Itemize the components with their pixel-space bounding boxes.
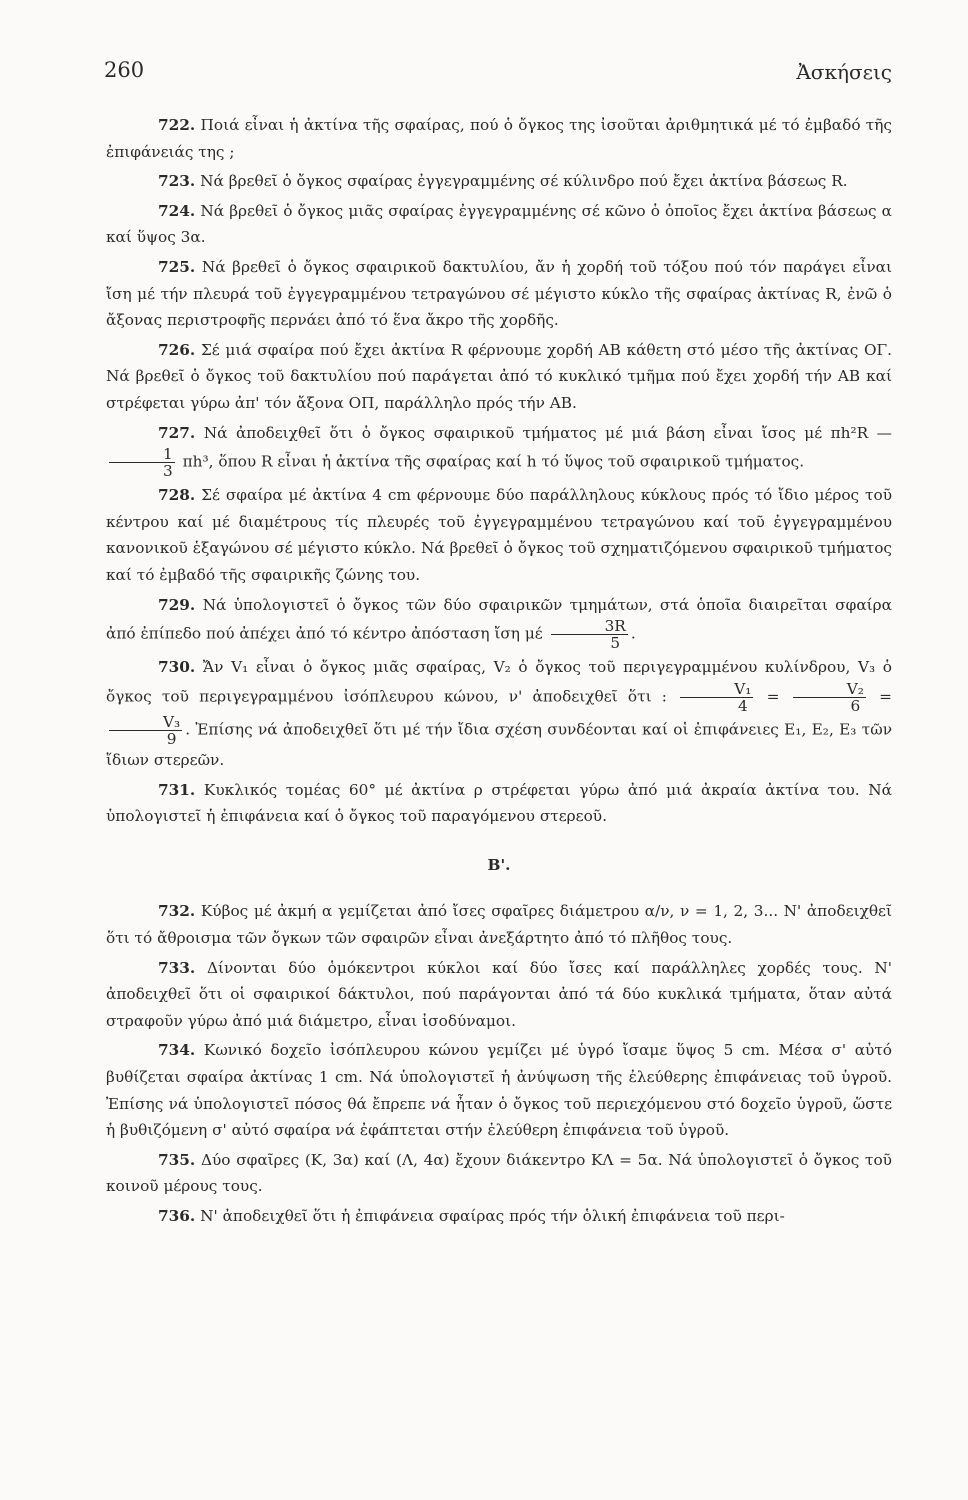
exercise-text: Σέ σφαίρα μέ ἀκτίνα 4 cm φέρνουμε δύο παράλληλους κύκλους πρός τό ἴδιο μέρος τοῦ κέντρου καί μέ διαμέτρους τίς πλευρές τοῦ ἐγγεγραμμένου τετραγώνου καί τοῦ ἐγγεγραμμένου κανονικοῦ ἑξαγώνου σέ μέγιστο κύκλο. Νά βρεθεῖ ὁ ὄγκος τοῦ σχηματιζόμενου σφαιρικοῦ τμήματος καί τό ἐμβαδό τῆς σφαιρικῆς ζώνης του.	[106, 486, 892, 584]
fraction-v2-over-6	[793, 681, 866, 714]
exercise-number: 734.	[158, 1041, 196, 1060]
fraction-one-third	[109, 446, 175, 479]
exercise-727	[106, 420, 892, 480]
exercise-text: Νά βρεθεῖ ὁ ὄγκος μιᾶς σφαίρας ἐγγεγραμμένης σέ κῶνο ὁ ὁποῖος ἔχει ἀκτίνα βάσεως α καί ὕψος 3α.	[106, 201, 892, 247]
exercise-number: 731.	[158, 780, 196, 799]
exercise-number: 725.	[158, 257, 196, 276]
exercise-723	[106, 168, 892, 195]
sentence-end: .	[630, 624, 636, 643]
exercise-722	[106, 112, 892, 165]
exercise-number: 724.	[158, 201, 196, 220]
exercise-text: Νά βρεθεῖ ὁ ὄγκος σφαιρικοῦ δακτυλίου, ἄν ἡ χορδή τοῦ τόξου πού τόν παράγει εἶναι ἴση μέ τήν πλευρά τοῦ ἐγγεγραμμένου τετραγώνου σέ μέγιστο κύκλο τῆς σφαίρας ἀκτίνας R, ἐνῶ ὁ ἄξονας περιστροφῆς περνάει ἀπό τό ἕνα ἄκρο τῆς χορδῆς.	[106, 257, 892, 330]
exercise-text: Κύβος μέ ἀκμή α γεμίζεται ἀπό ἴσες σφαῖρες διάμετρου α/ν, ν = 1, 2, 3... Ν' ἀποδειχθεῖ ὅτι τό ἄθροισμα τῶν ὄγκων τῶν σφαιρῶν εἶναι ἀνεξάρτητο ἀπό τό πλῆθος τους.	[106, 902, 892, 948]
exercise-734	[106, 1037, 892, 1143]
running-title: Ἀσκήσεις	[796, 60, 892, 84]
exercise-text: Νά βρεθεῖ ὁ ὄγκος σφαίρας ἐγγεγραμμένης σέ κύλινδρο πού ἔχει ἀκτίνα βάσεως R.	[200, 172, 848, 191]
exercise-number: 730.	[158, 658, 196, 677]
exercise-730	[106, 654, 892, 773]
exercise-text-continued: . Ἐπίσης νά ἀποδειχθεῖ ὅτι μέ τήν ἴδια σχέση συνδέονται καί οἱ ἐπιφάνειες Ε₁, Ε₂, Ε₃ τῶν ἴδιων στερεῶν.	[106, 720, 892, 770]
equals-sign: =	[766, 687, 780, 706]
exercise-735	[106, 1147, 892, 1200]
exercise-number: 735.	[158, 1150, 196, 1169]
exercise-text: Νά ὑπολογιστεῖ ὁ ὄγκος τῶν δύο σφαιρικῶν τμημάτων, στά ὁποῖα διαιρεῖται σφαίρα ἀπό ἐπίπεδο πού ἀπέχει ἀπό τό κέντρο ἀπόσταση ἴση μέ	[106, 595, 892, 643]
fraction-numerator: 1	[109, 446, 175, 463]
page-number: 260	[104, 58, 145, 82]
formula-part-b: πh³,	[182, 452, 214, 471]
exercise-number: 722.	[158, 116, 196, 134]
exercise-text: Κυκλικός τομέας 60° μέ ἀκτίνα ρ στρέφεται γύρω ἀπό μιά ἀκραία ἀκτίνα του. Νά ὑπολογιστεῖ ἡ ἐπιφάνεια καί ὁ ὄγκος τοῦ παραγόμενου στερεοῦ.	[106, 780, 892, 826]
page-header	[100, 58, 892, 88]
exercise-number: 726.	[158, 340, 196, 359]
fraction-numerator: V₃	[109, 714, 182, 731]
exercise-text: Δίνονται δύο ὁμόκεντροι κύκλοι καί δύο ἴσες καί παράλληλες χορδές τους. Ν' ἀποδειχθεῖ ὅτι οἱ σφαιρικοί δάκτυλοι, πού παράγονται ἀπό τά δύο κυκλικά τμήματα, ὅταν αὐτά στραφοῦν γύρω ἀπό μιά διάμετρο, εἶναι ἰσοδύναμοι.	[106, 958, 892, 1030]
formula-part-a: πh²R —	[830, 423, 892, 442]
fraction-v3-over-9	[109, 714, 182, 747]
fraction-denominator: 5	[610, 634, 621, 653]
exercise-text: Ἄν V₁ εἶναι ὁ ὄγκος μιᾶς σφαίρας, V₂ ὁ ὄγκος τοῦ περιγεγραμμένου κυλίνδρου, V₃ ὁ ὄγκος τοῦ περιγεγραμμένου ἰσόπλευρου κώνου, ν' ἀποδειχθεῖ ὅτι :	[106, 658, 892, 706]
section-heading-b: Β'.	[487, 855, 511, 874]
fraction-numerator: V₁	[680, 681, 753, 698]
exercise-725	[106, 254, 892, 334]
exercise-732	[106, 898, 892, 951]
exercise-text: Νά ἀποδειχθεῖ ὅτι ὁ ὄγκος σφαιρικοῦ τμήματος μέ μιά βάση εἶναι ἴσος μέ	[203, 423, 823, 442]
fraction-denominator: 9	[166, 730, 177, 749]
fraction-numerator: V₂	[793, 681, 866, 698]
equals-sign: =	[879, 687, 892, 706]
fraction-denominator: 3	[163, 462, 173, 481]
exercise-number: 728.	[158, 486, 196, 505]
exercise-number: 733.	[158, 958, 196, 977]
exercise-number: 729.	[158, 595, 196, 614]
fraction-denominator: 6	[850, 696, 861, 715]
fraction-3r-over-5	[551, 618, 628, 651]
fraction-numerator: 3R	[551, 618, 628, 635]
fraction-v1-over-4	[680, 681, 753, 714]
exercise-text: Ποιά εἶναι ἡ ἀκτίνα τῆς σφαίρας, πού ὁ ὄγκος της ἰσοῦται ἀριθμητικά μέ τό ἐμβαδό τῆς ἐπιφάνειάς της ;	[106, 116, 892, 161]
fraction-denominator: 4	[737, 696, 748, 715]
exercise-number: 732.	[158, 902, 196, 921]
exercise-text: Δύο σφαῖρες (Κ, 3α) καί (Λ, 4α) ἔχουν διάκεντρο ΚΛ = 5α. Νά ὑπολογιστεῖ ὁ ὄγκος τοῦ κοινοῦ μέρους τους.	[106, 1150, 892, 1196]
exercise-number: 727.	[158, 423, 196, 442]
exercise-724	[106, 198, 892, 251]
exercise-726	[106, 337, 892, 417]
exercise-731	[106, 777, 892, 830]
exercise-729	[106, 592, 892, 652]
exercise-text: Κωνικό δοχεῖο ἰσόπλευρου κώνου γεμίζει μέ ὑγρό ἴσαμε ὕψος 5 cm. Μέσα σ' αὐτό βυθίζεται σφαίρα ἀκτίνας 1 cm. Νά ὑπολογιστεῖ ἡ ἀνύψωση τῆς ἐλεύθερης ἐπιφάνειας τοῦ ὑγροῦ. Ἐπίσης νά ὑπολογιστεῖ πόσος θά ἔπρεπε νά ἦταν ὁ ὄγκος τοῦ περιεχόμενου στό δοχεῖο ὑγροῦ, ὥστε ἡ βυθιζόμενη σ' αὐτό σφαίρα νά ἐφάπτεται στήν ἐλεύθερη ἐπιφάνεια τοῦ ὑγροῦ.	[106, 1041, 892, 1140]
exercise-text: Σέ μιά σφαίρα πού ἔχει ἀκτίνα R φέρνουμε χορδή ΑΒ κάθετη στό μέσο τῆς ἀκτίνας ΟΓ. Νά βρεθεῖ ὁ ὄγκος τοῦ δακτυλίου πού παράγεται ἀπό τό κυκλικό τμῆμα πού ἔχει χορδή τήν ΑΒ καί στρέφεται γύρω ἀπ' τόν ἄξονα ΟΠ, παράλληλο πρός τήν ΑΒ.	[106, 340, 892, 412]
exercise-number: 723.	[158, 172, 196, 191]
exercise-text: Ν' ἀποδειχθεῖ ὅτι ἡ ἐπιφάνεια σφαίρας πρός τήν ὁλική ἐπιφάνεια τοῦ περι-	[200, 1206, 785, 1225]
exercise-728	[106, 482, 892, 588]
exercise-text-continued: ὅπου R εἶναι ἡ ἀκτίνα τῆς σφαίρας καί h τό ὕψος τοῦ σφαιρικοῦ τμήματος.	[218, 452, 805, 471]
exercise-736	[106, 1203, 892, 1230]
exercise-number: 736.	[158, 1206, 196, 1225]
exercise-733	[106, 955, 892, 1035]
page-body	[106, 112, 892, 1233]
